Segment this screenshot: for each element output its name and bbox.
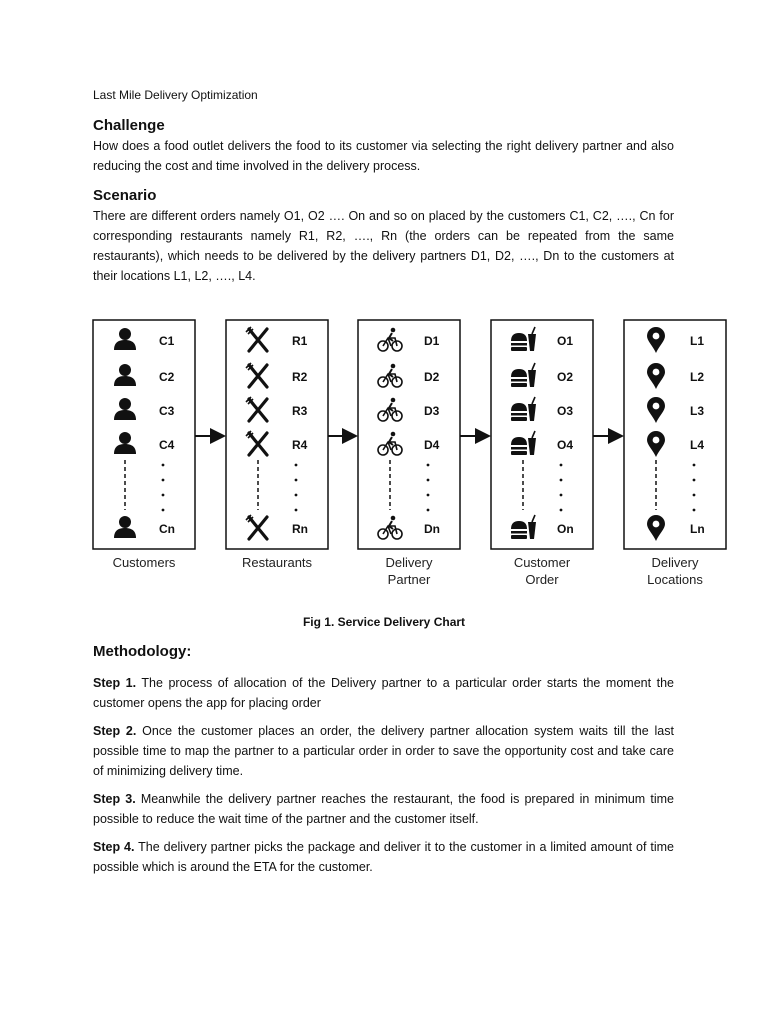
continuation-dot: [693, 494, 696, 497]
scenario-paragraph: There are different orders namely O1, O2 …. On and so on placed by the customers C1, C2, …., Cn for corresponding restaurants namely R1, R2, …., Rn (the orders can be repeated from the same restaurants), which needs to be delivered by the delivery partners D1, D2, …., Dn to the customers at their locations L1, L2, …., L4.: [93, 209, 674, 283]
node-label: D4: [424, 438, 440, 452]
node-label: Ln: [690, 522, 705, 536]
fork-knife-icon: [246, 363, 267, 387]
node-label: O4: [557, 438, 574, 452]
node-label: Dn: [424, 522, 440, 536]
column-box: [624, 320, 726, 549]
continuation-dot: [560, 479, 563, 482]
location-pin-icon: [647, 363, 665, 389]
step-label: Step 2.: [93, 724, 137, 738]
node-label: C4: [159, 438, 175, 452]
node-label: Cn: [159, 522, 175, 536]
column-caption: Delivery: [385, 555, 433, 570]
continuation-dot: [427, 464, 430, 467]
methodology-step: [93, 789, 674, 829]
node-label: O1: [557, 334, 574, 348]
continuation-dot: [162, 464, 165, 467]
column-caption: Order: [525, 572, 559, 587]
node-label: R4: [292, 438, 308, 452]
column-caption: Partner: [387, 572, 431, 587]
node-label: O2: [557, 370, 574, 384]
methodology-step: [93, 721, 674, 781]
diagram-column: [624, 320, 726, 587]
column-caption: Customer: [513, 555, 571, 570]
fork-knife-icon: [246, 431, 267, 455]
column-caption: Delivery: [651, 555, 699, 570]
diagram-column: [491, 320, 593, 587]
methodology-heading: Methodology:: [93, 643, 192, 660]
food-icon: [511, 327, 536, 351]
step-text: The process of allocation of the Delivery partner to a particular order starts the moment the customer opens the app for placing order: [93, 676, 674, 710]
node-label: O3: [557, 404, 574, 418]
food-icon: [511, 363, 536, 387]
figure-caption: Fig 1. Service Delivery Chart: [302, 615, 466, 629]
column-caption: Locations: [647, 572, 703, 587]
continuation-dot: [427, 509, 430, 512]
methodology-step: [93, 673, 674, 713]
location-pin-icon: [647, 327, 665, 353]
diagram-column: [226, 320, 328, 570]
node-label: D3: [424, 404, 440, 418]
step-label: Step 1.: [93, 676, 137, 690]
node-label: C3: [159, 404, 175, 418]
column-caption: Customers: [112, 555, 176, 570]
continuation-dot: [295, 509, 298, 512]
continuation-dot: [560, 509, 563, 512]
person-icon: [114, 432, 136, 454]
challenge-heading: Challenge: [93, 117, 165, 134]
node-label: On: [557, 522, 574, 536]
node-label: Rn: [292, 522, 308, 536]
diagram-column: [358, 320, 460, 587]
continuation-dot: [295, 494, 298, 497]
column-box: [93, 320, 195, 549]
step-text: Meanwhile the delivery partner reaches the restaurant, the food is prepared in minimum time possible to reduce the wait time of the partner and the customer itself.: [93, 792, 674, 826]
node-label: R1: [292, 334, 308, 348]
location-pin-icon: [647, 431, 665, 457]
column-box: [226, 320, 328, 549]
methodology-step: [93, 837, 674, 877]
fork-knife-icon: [246, 515, 267, 539]
step-label: Step 4.: [93, 840, 135, 854]
continuation-dot: [295, 464, 298, 467]
step-text: The delivery partner picks the package and deliver it to the customer in a limited amount of time possible which is around the ETA for the customer.: [93, 840, 674, 874]
continuation-dot: [427, 479, 430, 482]
continuation-dot: [693, 464, 696, 467]
food-icon: [511, 515, 536, 539]
node-label: R3: [292, 404, 308, 418]
diagram-column: [93, 320, 195, 570]
node-label: C1: [159, 334, 175, 348]
continuation-dot: [560, 494, 563, 497]
step-label: Step 3.: [93, 792, 136, 806]
step-text: Once the customer places an order, the delivery partner allocation system waits till the last possible time to map the partner to a particular order in order to save the opportunity cost and take care of minimizing delivery time.: [93, 724, 674, 778]
food-icon: [511, 431, 536, 455]
node-label: R2: [292, 370, 308, 384]
node-label: C2: [159, 370, 175, 384]
continuation-dot: [162, 479, 165, 482]
column-box: [358, 320, 460, 549]
person-icon: [114, 398, 136, 420]
person-icon: [114, 328, 136, 350]
node-label: L1: [690, 334, 705, 348]
bicycle-icon: [378, 328, 402, 351]
node-label: L2: [690, 370, 705, 384]
node-label: D1: [424, 334, 440, 348]
bicycle-icon: [378, 364, 402, 387]
node-label: L3: [690, 404, 705, 418]
continuation-dot: [693, 479, 696, 482]
fork-knife-icon: [246, 327, 267, 351]
location-pin-icon: [647, 515, 665, 541]
document-title: Last Mile Delivery Optimization: [93, 88, 258, 102]
column-box: [491, 320, 593, 549]
continuation-dot: [162, 509, 165, 512]
node-label: D2: [424, 370, 440, 384]
continuation-dot: [427, 494, 430, 497]
continuation-dot: [560, 464, 563, 467]
continuation-dot: [162, 494, 165, 497]
bicycle-icon: [378, 516, 402, 539]
bicycle-icon: [378, 432, 402, 455]
continuation-dot: [693, 509, 696, 512]
person-icon: [114, 364, 136, 386]
bicycle-icon: [378, 398, 402, 421]
node-label: L4: [690, 438, 705, 452]
continuation-dot: [295, 479, 298, 482]
food-icon: [511, 397, 536, 421]
diagram-columns: [93, 320, 726, 587]
challenge-paragraph: How does a food outlet delivers the food to its customer via selecting the right delivery partner and also reducing the cost and time involved in the delivery process.: [93, 139, 674, 173]
fork-knife-icon: [246, 397, 267, 421]
person-icon: [114, 516, 136, 538]
column-caption: Restaurants: [241, 555, 313, 570]
service-delivery-diagram: [0, 310, 768, 600]
scenario-heading: Scenario: [93, 187, 157, 204]
location-pin-icon: [647, 397, 665, 423]
